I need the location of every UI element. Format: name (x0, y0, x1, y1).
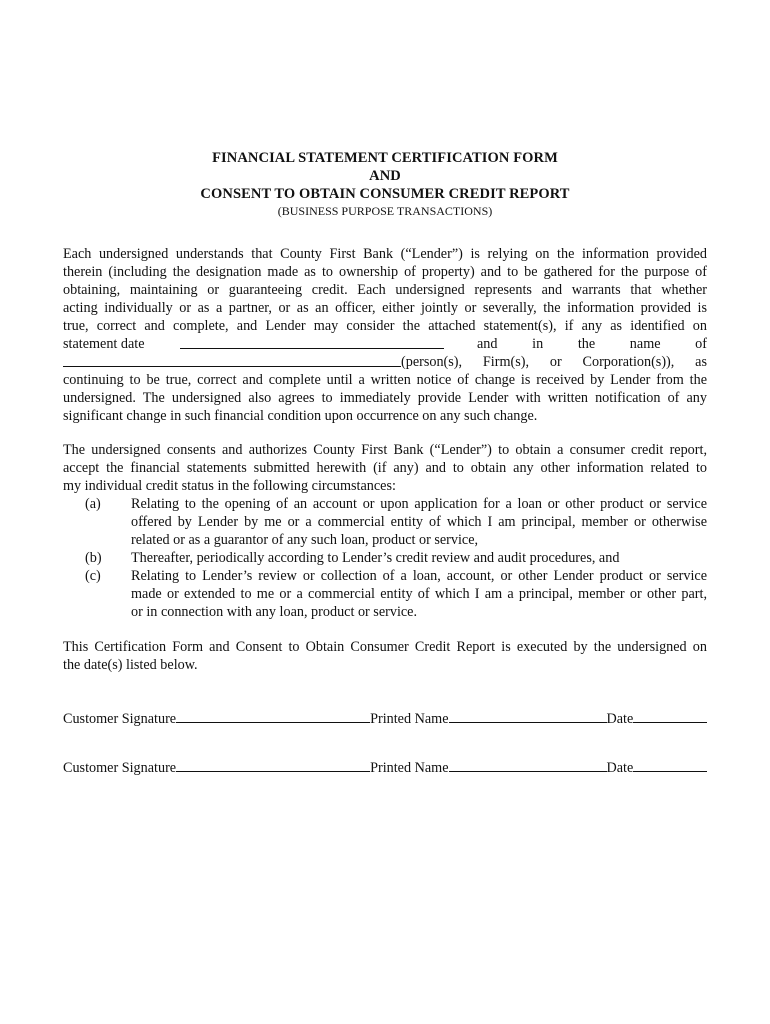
item-text-line: Relating to the opening of an account or upon application for a loan or other product or service (131, 496, 707, 512)
form-title-line-3: CONSENT TO OBTAIN CONSUMER CREDIT REPORT (200, 186, 570, 202)
item-text-line: Relating to Lender’s review or collection of a loan, account, or other Lender product or service (131, 568, 707, 584)
paragraph-certification (63, 245, 707, 425)
para1-line: Each undersigned understands that County First Bank (“Lender”) is relying on the information provided (63, 246, 707, 262)
circumstance-item-b (63, 549, 707, 567)
para1-line: true, correct and complete, and Lender may consider the attached statement(s), if any as identified on (63, 318, 707, 334)
customer-signature-label: Customer Signature (63, 711, 177, 727)
customer-signature-field[interactable] (176, 709, 370, 723)
item-text-line: or in connection with any loan, product or service. (131, 604, 418, 620)
para3-line: This Certification Form and Consent to Obtain Consumer Credit Report is executed by the undersigned on (63, 639, 707, 655)
in-the-name-of-label: and in the name of (477, 336, 707, 352)
item-text-line: Thereafter, periodically according to Lender’s credit review and audit procedures, and (131, 550, 620, 566)
signature-row-2 (63, 758, 707, 777)
printed-name-label: Printed Name (370, 711, 449, 727)
item-label: (c) (85, 568, 101, 584)
para2-line: my individual credit status in the following circumstances: (63, 478, 396, 494)
item-text-line: related or as a guarantor of any such loan, product or service, (131, 532, 479, 548)
circumstance-item-c (63, 567, 707, 621)
para1-line: obtaining, maintaining or guaranteeing credit. Each undersigned represents and warrants that whether (63, 282, 707, 298)
circumstance-item-a (63, 495, 707, 549)
item-text-line: made or extended to me or a commercial entity of which I am a principal, member or other part, (131, 586, 707, 602)
item-label: (b) (85, 550, 102, 566)
item-label: (a) (85, 496, 101, 512)
date-label: Date (606, 760, 634, 776)
para1-line: acting individually or as a partner, or as an officer, either jointly or severally, the information provided is (63, 300, 707, 316)
para3-line: the date(s) listed below. (63, 657, 198, 673)
name-of-line (63, 353, 707, 371)
signature-row-1 (63, 709, 707, 728)
printed-name-label: Printed Name (370, 760, 449, 776)
para1-line: therein (including the designation made as to ownership of property) and to be gathered for the purpose of (63, 264, 707, 280)
statement-date-label: statement date (63, 336, 145, 352)
form-title-line-1: FINANCIAL STATEMENT CERTIFICATION FORM (212, 150, 558, 166)
customer-signature-field[interactable] (176, 758, 370, 772)
statement-date-line (63, 335, 707, 353)
date-label: Date (606, 711, 634, 727)
entity-name-field[interactable] (63, 353, 401, 367)
form-title-line-2: AND (369, 168, 401, 184)
para2-line: accept the financial statements submitted herewith (if any) and to obtain any other information related to (63, 460, 707, 476)
statement-date-field[interactable] (180, 335, 444, 349)
printed-name-field[interactable] (449, 758, 607, 772)
para2-line: The undersigned consents and authorizes County First Bank (“Lender”) to obtain a consumer credit report, (63, 442, 707, 458)
paragraph-execution (63, 638, 707, 674)
item-text-line: offered by Lender by me or a commercial entity of which I am principal, member or otherwise (131, 514, 707, 530)
form-title-block (63, 149, 707, 219)
para1-line: continuing to be true, correct and complete until a written notice of change is received by Lender from the (63, 372, 707, 388)
form-subtitle: (BUSINESS PURPOSE TRANSACTIONS) (277, 204, 493, 218)
date-field[interactable] (633, 758, 707, 772)
entity-type-label: (person(s), Firm(s), or Corporation(s)), as (401, 354, 707, 370)
para1-line: significant change in such financial condition upon occurrence on any such change. (63, 408, 538, 424)
printed-name-field[interactable] (449, 709, 607, 723)
document-page (63, 0, 707, 1024)
customer-signature-label: Customer Signature (63, 760, 177, 776)
paragraph-consent (63, 441, 707, 621)
para1-line: undersigned. The undersigned also agrees to immediately provide Lender with written notification of any (63, 390, 707, 406)
date-field[interactable] (633, 709, 707, 723)
